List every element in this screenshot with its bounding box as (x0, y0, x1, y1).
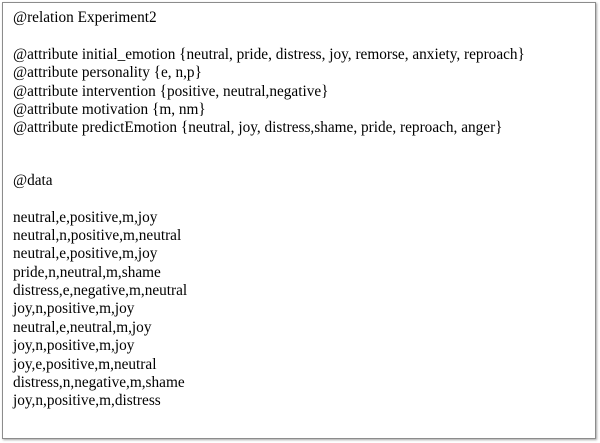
attribute-line: @attribute intervention {positive, neutral,negative} (13, 82, 329, 100)
blank-line (13, 27, 593, 45)
arff-document (13, 9, 593, 411)
blank-line (13, 138, 593, 172)
data-row: neutral,e,positive,m,joy (13, 245, 158, 263)
data-row: neutral,n,positive,m,neutral (13, 226, 182, 244)
data-row: neutral,e,neutral,m,joy (13, 318, 152, 336)
relation-line: @relation Experiment2 (13, 9, 157, 26)
attribute-line: @attribute personality {e, n,p} (13, 64, 202, 82)
data-header: @data (13, 171, 53, 189)
blank-line (13, 190, 593, 208)
data-row: joy,e,positive,m,neutral (13, 355, 157, 373)
attribute-line: @attribute initial_emotion {neutral, pride, distress, joy, remorse, anxiety, reproach} (13, 45, 525, 63)
document-frame (2, 2, 596, 439)
attribute-line: @attribute predictEmotion {neutral, joy, distress,shame, pride, reproach, anger} (13, 119, 503, 137)
data-row: distress,n,negative,m,shame (13, 374, 185, 392)
data-row: neutral,e,positive,m,joy (13, 208, 158, 226)
data-row: distress,e,negative,m,neutral (13, 282, 188, 300)
data-row: joy,n,positive,m,joy (13, 337, 135, 355)
data-row: pride,n,neutral,m,shame (13, 263, 161, 281)
attribute-line: @attribute motivation {m, nm} (13, 100, 206, 118)
data-row: joy,n,positive,m,distress (13, 392, 161, 410)
data-row: joy,n,positive,m,joy (13, 300, 135, 318)
